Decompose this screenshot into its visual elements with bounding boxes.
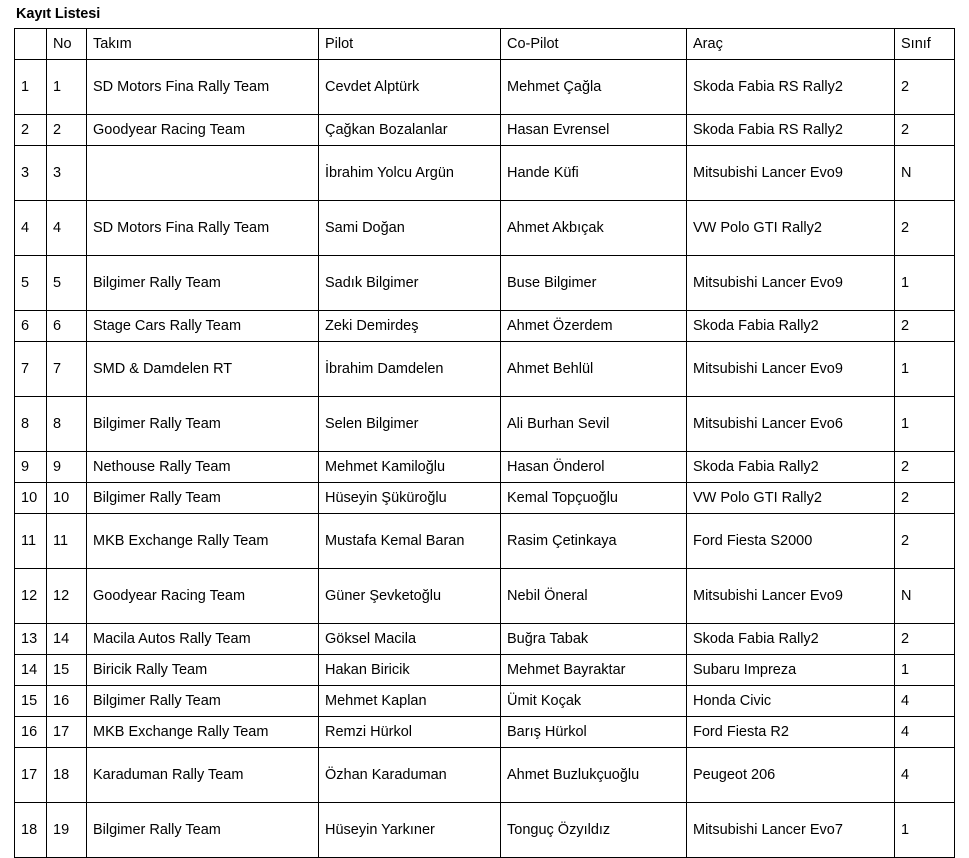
table-row <box>15 256 955 311</box>
cell-team: SD Motors Fina Rally Team <box>87 60 319 115</box>
cell-car: Peugeot 206 <box>687 748 895 803</box>
cell-pilot: Cevdet Alptürk <box>319 60 501 115</box>
cell-pilot: Sadık Bilgimer <box>319 256 501 311</box>
cell-class: 4 <box>895 717 955 748</box>
cell-copilot: Ahmet Behlül <box>501 342 687 397</box>
cell-copilot: Mehmet Bayraktar <box>501 655 687 686</box>
cell-no: 19 <box>47 803 87 858</box>
cell-class: 2 <box>895 311 955 342</box>
cell-no: 7 <box>47 342 87 397</box>
cell-class: 1 <box>895 256 955 311</box>
cell-team: Goodyear Racing Team <box>87 115 319 146</box>
cell-index: 2 <box>15 115 47 146</box>
column-header-car: Araç <box>687 29 895 60</box>
table-row <box>15 115 955 146</box>
cell-no: 6 <box>47 311 87 342</box>
cell-copilot: Ahmet Akbıçak <box>501 201 687 256</box>
cell-index: 1 <box>15 60 47 115</box>
cell-index: 4 <box>15 201 47 256</box>
cell-index: 7 <box>15 342 47 397</box>
cell-copilot: Hasan Evrensel <box>501 115 687 146</box>
cell-team: Bilgimer Rally Team <box>87 686 319 717</box>
cell-team: Macila Autos Rally Team <box>87 624 319 655</box>
cell-class: 1 <box>895 803 955 858</box>
column-header-no: No <box>47 29 87 60</box>
table-row <box>15 569 955 624</box>
cell-no: 1 <box>47 60 87 115</box>
cell-index: 14 <box>15 655 47 686</box>
cell-copilot: Buse Bilgimer <box>501 256 687 311</box>
cell-team: Bilgimer Rally Team <box>87 397 319 452</box>
cell-index: 17 <box>15 748 47 803</box>
cell-car: Skoda Fabia RS Rally2 <box>687 115 895 146</box>
cell-team: Bilgimer Rally Team <box>87 483 319 514</box>
cell-index: 8 <box>15 397 47 452</box>
cell-copilot: Ali Burhan Sevil <box>501 397 687 452</box>
cell-team: MKB Exchange Rally Team <box>87 717 319 748</box>
cell-team: MKB Exchange Rally Team <box>87 514 319 569</box>
table-row <box>15 717 955 748</box>
cell-car: Skoda Fabia Rally2 <box>687 624 895 655</box>
cell-team: Bilgimer Rally Team <box>87 803 319 858</box>
cell-class: N <box>895 569 955 624</box>
cell-team <box>87 146 319 201</box>
cell-pilot: Mustafa Kemal Baran <box>319 514 501 569</box>
cell-pilot: İbrahim Damdelen <box>319 342 501 397</box>
table-row <box>15 397 955 452</box>
cell-index: 12 <box>15 569 47 624</box>
cell-pilot: Çağkan Bozalanlar <box>319 115 501 146</box>
cell-copilot: Nebil Öneral <box>501 569 687 624</box>
column-header-class: Sınıf <box>895 29 955 60</box>
cell-team: Nethouse Rally Team <box>87 452 319 483</box>
cell-team: Goodyear Racing Team <box>87 569 319 624</box>
table-row <box>15 146 955 201</box>
cell-class: 2 <box>895 624 955 655</box>
cell-class: 2 <box>895 514 955 569</box>
cell-car: VW Polo GTI Rally2 <box>687 483 895 514</box>
cell-car: Honda Civic <box>687 686 895 717</box>
table-row <box>15 483 955 514</box>
cell-copilot: Hasan Önderol <box>501 452 687 483</box>
cell-no: 16 <box>47 686 87 717</box>
table-row <box>15 655 955 686</box>
cell-no: 4 <box>47 201 87 256</box>
cell-pilot: Mehmet Kamiloğlu <box>319 452 501 483</box>
cell-team: SD Motors Fina Rally Team <box>87 201 319 256</box>
table-header <box>15 29 955 60</box>
cell-car: Skoda Fabia RS Rally2 <box>687 60 895 115</box>
cell-no: 17 <box>47 717 87 748</box>
table-row <box>15 803 955 858</box>
cell-copilot: Hande Küfi <box>501 146 687 201</box>
cell-no: 2 <box>47 115 87 146</box>
cell-class: 2 <box>895 483 955 514</box>
cell-pilot: Hüseyin Yarkıner <box>319 803 501 858</box>
cell-copilot: Tonguç Özyıldız <box>501 803 687 858</box>
cell-car: Mitsubishi Lancer Evo9 <box>687 569 895 624</box>
cell-no: 10 <box>47 483 87 514</box>
cell-no: 15 <box>47 655 87 686</box>
cell-no: 12 <box>47 569 87 624</box>
cell-pilot: Zeki Demirdeş <box>319 311 501 342</box>
cell-no: 8 <box>47 397 87 452</box>
cell-team: Bilgimer Rally Team <box>87 256 319 311</box>
column-header-copilot: Co-Pilot <box>501 29 687 60</box>
cell-class: 2 <box>895 201 955 256</box>
cell-no: 14 <box>47 624 87 655</box>
cell-pilot: Hüseyin Şüküroğlu <box>319 483 501 514</box>
cell-copilot: Kemal Topçuoğlu <box>501 483 687 514</box>
cell-class: N <box>895 146 955 201</box>
cell-pilot: Özhan Karaduman <box>319 748 501 803</box>
cell-team: SMD & Damdelen RT <box>87 342 319 397</box>
cell-pilot: Güner Şevketoğlu <box>319 569 501 624</box>
cell-pilot: Sami Doğan <box>319 201 501 256</box>
cell-copilot: Barış Hürkol <box>501 717 687 748</box>
cell-pilot: Hakan Biricik <box>319 655 501 686</box>
column-header-team: Takım <box>87 29 319 60</box>
cell-copilot: Buğra Tabak <box>501 624 687 655</box>
table-row <box>15 311 955 342</box>
cell-no: 3 <box>47 146 87 201</box>
table-row <box>15 452 955 483</box>
cell-car: Mitsubishi Lancer Evo9 <box>687 256 895 311</box>
cell-car: Skoda Fabia Rally2 <box>687 311 895 342</box>
cell-class: 1 <box>895 342 955 397</box>
column-header-pilot: Pilot <box>319 29 501 60</box>
cell-pilot: İbrahim Yolcu Argün <box>319 146 501 201</box>
cell-index: 15 <box>15 686 47 717</box>
cell-class: 2 <box>895 60 955 115</box>
cell-class: 2 <box>895 115 955 146</box>
table-row <box>15 342 955 397</box>
cell-copilot: Ahmet Özerdem <box>501 311 687 342</box>
column-header-index <box>15 29 47 60</box>
cell-car: Ford Fiesta S2000 <box>687 514 895 569</box>
cell-team: Stage Cars Rally Team <box>87 311 319 342</box>
cell-index: 13 <box>15 624 47 655</box>
cell-copilot: Mehmet Çağla <box>501 60 687 115</box>
cell-index: 11 <box>15 514 47 569</box>
cell-car: Mitsubishi Lancer Evo7 <box>687 803 895 858</box>
cell-index: 10 <box>15 483 47 514</box>
cell-class: 4 <box>895 748 955 803</box>
cell-team: Karaduman Rally Team <box>87 748 319 803</box>
cell-pilot: Selen Bilgimer <box>319 397 501 452</box>
table-row <box>15 514 955 569</box>
table-row <box>15 624 955 655</box>
cell-no: 18 <box>47 748 87 803</box>
cell-copilot: Rasim Çetinkaya <box>501 514 687 569</box>
cell-pilot: Göksel Macila <box>319 624 501 655</box>
cell-index: 16 <box>15 717 47 748</box>
cell-class: 4 <box>895 686 955 717</box>
cell-class: 2 <box>895 452 955 483</box>
registration-table <box>14 28 955 858</box>
cell-pilot: Mehmet Kaplan <box>319 686 501 717</box>
cell-index: 5 <box>15 256 47 311</box>
cell-copilot: Ümit Koçak <box>501 686 687 717</box>
cell-car: Mitsubishi Lancer Evo9 <box>687 342 895 397</box>
table-body <box>15 60 955 858</box>
cell-car: Mitsubishi Lancer Evo9 <box>687 146 895 201</box>
cell-car: Ford Fiesta R2 <box>687 717 895 748</box>
cell-class: 1 <box>895 655 955 686</box>
cell-index: 9 <box>15 452 47 483</box>
cell-class: 1 <box>895 397 955 452</box>
table-row <box>15 748 955 803</box>
cell-index: 18 <box>15 803 47 858</box>
page-title: Kayıt Listesi <box>16 6 101 22</box>
cell-copilot: Ahmet Buzlukçuoğlu <box>501 748 687 803</box>
cell-car: Skoda Fabia Rally2 <box>687 452 895 483</box>
cell-car: Subaru Impreza <box>687 655 895 686</box>
cell-index: 3 <box>15 146 47 201</box>
cell-team: Biricik Rally Team <box>87 655 319 686</box>
cell-car: VW Polo GTI Rally2 <box>687 201 895 256</box>
cell-pilot: Remzi Hürkol <box>319 717 501 748</box>
cell-no: 9 <box>47 452 87 483</box>
cell-car: Mitsubishi Lancer Evo6 <box>687 397 895 452</box>
cell-no: 11 <box>47 514 87 569</box>
cell-no: 5 <box>47 256 87 311</box>
table-row <box>15 201 955 256</box>
cell-index: 6 <box>15 311 47 342</box>
table-row <box>15 60 955 115</box>
table-header-row <box>15 29 955 60</box>
table-row <box>15 686 955 717</box>
